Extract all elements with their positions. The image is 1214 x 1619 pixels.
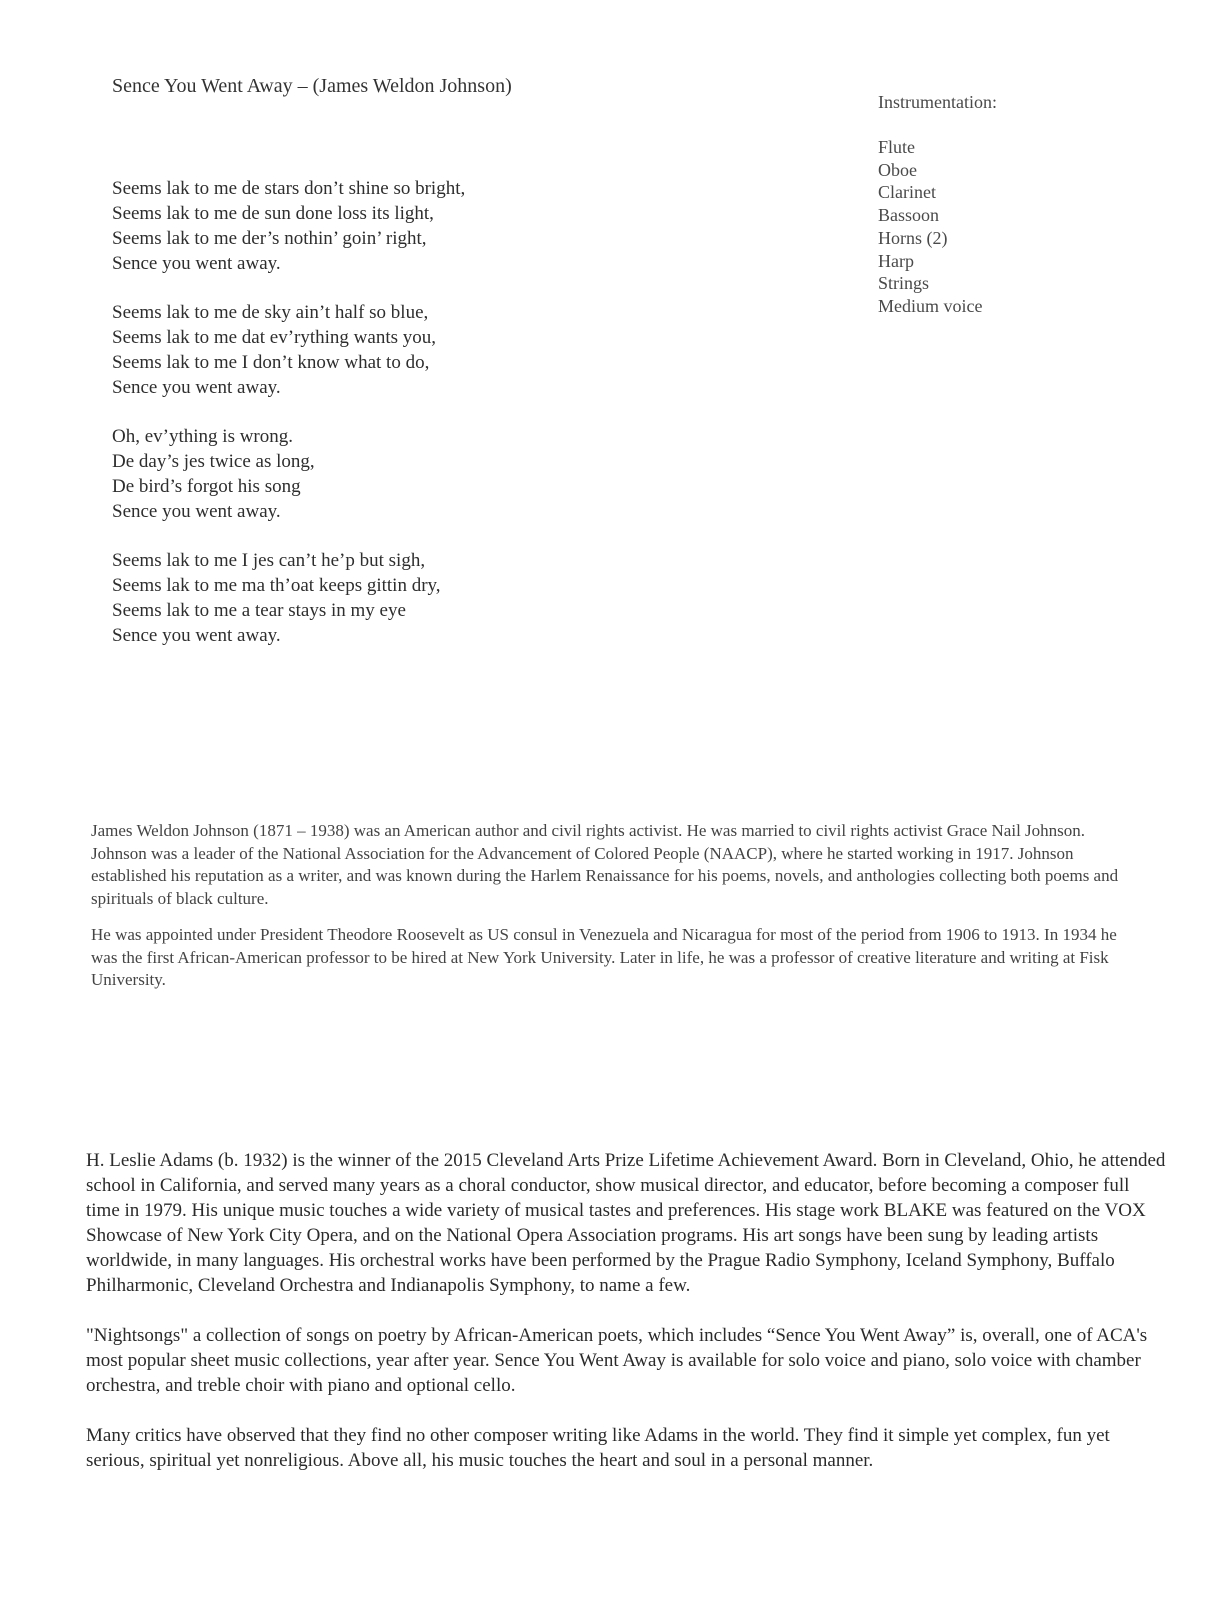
poem-stanza bbox=[112, 424, 712, 524]
poem-line: De bird’s forgot his song bbox=[112, 476, 301, 497]
poem bbox=[112, 176, 712, 672]
biography-paragraph: Many critics have observed that they find no other composer writing like Adams in the world. They find it simple yet complex, fun yet serious, spiritual yet nonreligious. Above all, his music touches the heart and soul in a personal manner. bbox=[86, 1425, 1110, 1471]
poem-line: Seems lak to me ma th’oat keeps gittin dry, bbox=[112, 575, 441, 596]
instrument-item: Bassoon bbox=[878, 205, 940, 226]
poem-line: Seems lak to me de stars don’t shine so bright, bbox=[112, 178, 466, 199]
instrument-item: Clarinet bbox=[878, 182, 936, 203]
poem-line: Seems lak to me dat ev’rything wants you, bbox=[112, 327, 436, 348]
poem-line: Oh, ev’ything is wrong. bbox=[112, 426, 294, 447]
poem-stanza bbox=[112, 176, 712, 276]
poem-stanza bbox=[112, 548, 712, 648]
instrument-item: Harp bbox=[878, 250, 914, 271]
poem-line: Seems lak to me der’s nothin’ goin’ right, bbox=[112, 228, 427, 249]
instrumentation-list bbox=[878, 136, 1178, 318]
biography-paragraph: He was appointed under President Theodore Roosevelt as US consul in Venezuela and Nicaragua for most of the period from 1906 to 1913. In 1934 he was the first African-American professor to be hired at New York University. Later in life, he was a professor of creative literature and writing at Fisk University. bbox=[91, 925, 1117, 989]
document-title: Sence You Went Away – (James Weldon Johnson) bbox=[112, 75, 512, 97]
poem-line: Seems lak to me de sun done loss its light, bbox=[112, 203, 434, 224]
instrument-item: Medium voice bbox=[878, 295, 983, 316]
poem-line: Seems lak to me a tear stays in my eye bbox=[112, 600, 406, 621]
poem-line: Seems lak to me I jes can’t he’p but sigh, bbox=[112, 550, 426, 571]
instrument-item: Strings bbox=[878, 273, 930, 294]
adams-biography bbox=[86, 1148, 1166, 1498]
instrumentation-panel bbox=[878, 91, 1178, 318]
biography-paragraph: H. Leslie Adams (b. 1932) is the winner of the 2015 Cleveland Arts Prize Lifetime Achievement Award. Born in Cleveland, Ohio, he attended school in California, and served many years as a choral conductor, show musical director, and educator, before becoming a composer full time in 1979. His unique music touches a wide variety of musical tastes and preferences. His stage work BLAKE was featured on the VOX Showcase of New York City Opera, and on the National Opera Association programs. His art songs have been sung by leading artists worldwide, in many languages. His orchestral works have been performed by the Prague Radio Symphony, Iceland Symphony, Buffalo Philharmonic, Cleveland Orchestra and Indianapolis Symphony, to name a few. bbox=[86, 1150, 1166, 1296]
poem-line: Sence you went away. bbox=[112, 377, 281, 398]
instrument-item: Flute bbox=[878, 137, 916, 157]
poem-line: Sence you went away. bbox=[112, 501, 281, 522]
poem-line: Seems lak to me de sky ain’t half so blue, bbox=[112, 302, 429, 323]
instrument-item: Oboe bbox=[878, 159, 917, 180]
poem-line: Sence you went away. bbox=[112, 253, 281, 274]
poem-line: De day’s jes twice as long, bbox=[112, 451, 315, 472]
biography-paragraph: "Nightsongs" a collection of songs on poetry by African-American poets, which includes “Sence You Went Away” is, overall, one of ACA's most popular sheet music collections, year after year. Sence You Went Away is available for solo voice and piano, solo voice with chamber orchestra, and treble choir with piano and optional cello. bbox=[86, 1325, 1148, 1396]
johnson-biography bbox=[91, 820, 1136, 1006]
instrumentation-heading: Instrumentation: bbox=[878, 92, 997, 112]
poem-stanza bbox=[112, 300, 712, 400]
poem-line: Seems lak to me I don’t know what to do, bbox=[112, 352, 430, 373]
instrument-item: Horns (2) bbox=[878, 227, 948, 248]
poem-line: Sence you went away. bbox=[112, 625, 281, 646]
biography-paragraph: James Weldon Johnson (1871 – 1938) was an American author and civil rights activist. He was married to civil rights activist Grace Nail Johnson. Johnson was a leader of the National Association for the Advancement of Colored People (NAACP), where he started working in 1917. Johnson established his reputation as a writer, and was known during the Harlem Renaissance for his poems, novels, and anthologies collecting both poems and spirituals of black culture. bbox=[91, 821, 1119, 908]
